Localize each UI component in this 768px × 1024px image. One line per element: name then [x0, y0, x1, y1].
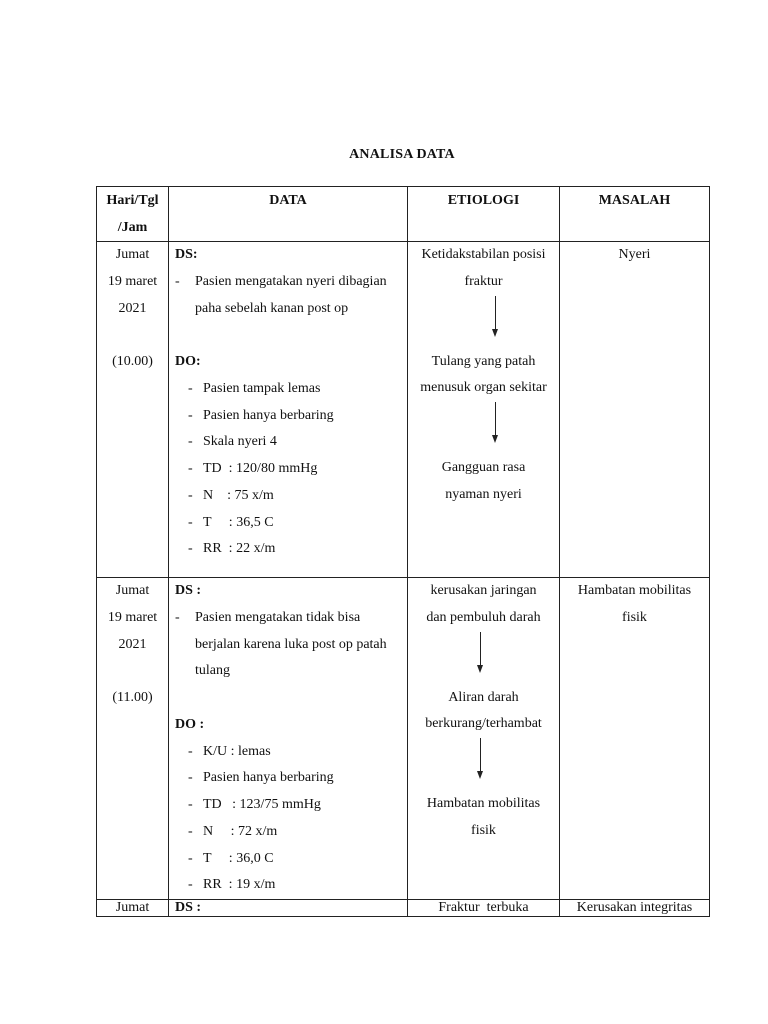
- etiologi-step: Aliran darah: [448, 689, 519, 705]
- masalah-text: Kerusakan integritas: [576, 900, 693, 915]
- header-day-date-line2: /Jam: [117, 220, 148, 235]
- header-masalah: MASALAH: [560, 187, 710, 242]
- data-cell: [169, 900, 408, 917]
- masalah-cell: [560, 578, 710, 900]
- day-text: Jumat: [115, 900, 150, 915]
- day-text: Jumat: [115, 247, 150, 262]
- do-item: - K/U : lemas: [188, 743, 271, 759]
- day-text: Jumat: [115, 583, 150, 598]
- ds-label: DS:: [175, 247, 198, 262]
- masalah-text: Hambatan mobilitas: [577, 583, 692, 598]
- do-item: - TD : 123/75 mmHg: [188, 797, 321, 812]
- masalah-text: Nyeri: [618, 247, 651, 262]
- day-date-cell: [97, 242, 169, 578]
- header-day-date-time: [97, 187, 169, 242]
- table-row: [97, 900, 710, 917]
- page-title: ANALISA DATA: [349, 147, 455, 162]
- masalah-cell: [560, 242, 710, 578]
- data-cell: [169, 578, 408, 900]
- etiologi-step: fisik: [471, 822, 496, 838]
- date-text: 19 maret: [107, 609, 158, 625]
- do-item: - T : 36,5 C: [188, 514, 274, 530]
- data-cell: [169, 242, 408, 578]
- etiologi-cell: [408, 578, 560, 900]
- header-data: DATA: [169, 187, 408, 242]
- etiologi-step: Gangguan rasa: [441, 460, 526, 475]
- time-text: (10.00): [112, 354, 153, 369]
- ds-label: DS :: [175, 900, 202, 915]
- masalah-cell: [560, 900, 710, 917]
- date-text: 19 maret: [107, 273, 158, 289]
- ds-item-continued: paha sebelah kanan post op: [195, 300, 349, 316]
- table-row: [97, 242, 710, 578]
- etiologi-step: kerusakan jaringan: [430, 583, 537, 598]
- down-arrow-icon: [408, 402, 559, 455]
- do-item: - RR : 19 x/m: [188, 877, 276, 893]
- masalah-text: fisik: [622, 609, 647, 625]
- analysis-table: [96, 186, 710, 917]
- header-day-date-line1: Hari/Tgl: [106, 193, 159, 208]
- do-item: - Skala nyeri 4: [188, 434, 277, 450]
- do-item: - TD : 120/80 mmHg: [188, 461, 318, 476]
- ds-item-continued: tulang: [195, 663, 230, 679]
- do-item: - Pasien tampak lemas: [188, 380, 321, 396]
- do-label: DO:: [175, 354, 201, 369]
- ds-item: - Pasien mengatakan tidak bisa: [175, 609, 361, 625]
- do-item: - Pasien hanya berbaring: [188, 770, 334, 786]
- etiologi-step: Hambatan mobilitas: [426, 796, 541, 811]
- etiologi-step: dan pembuluh darah: [426, 609, 541, 625]
- do-item: - Pasien hanya berbaring: [188, 407, 334, 423]
- down-arrow-icon: [408, 738, 559, 791]
- year-text: 2021: [118, 300, 147, 316]
- do-label: DO :: [175, 716, 205, 732]
- table-header-row: [97, 187, 710, 242]
- time-text: (11.00): [112, 690, 153, 705]
- etiologi-step: menusuk organ sekitar: [420, 380, 547, 396]
- day-date-cell: [97, 578, 169, 900]
- etiologi-cell: [408, 900, 560, 917]
- etiologi-step: fraktur: [464, 273, 503, 289]
- etiologi-step: Ketidakstabilan posisi: [421, 247, 546, 262]
- day-date-cell: [97, 900, 169, 917]
- table-row: [97, 578, 710, 900]
- ds-item-continued: berjalan karena luka post op patah: [195, 636, 387, 652]
- do-item: - T : 36,0 C: [188, 850, 274, 866]
- etiologi-step: Fraktur terbuka: [438, 900, 529, 915]
- ds-item: - Pasien mengatakan nyeri dibagian: [175, 273, 387, 289]
- down-arrow-icon: [408, 632, 559, 685]
- etiologi-cell: [408, 242, 560, 578]
- etiologi-step: nyaman nyeri: [445, 486, 522, 502]
- do-item: - RR : 22 x/m: [188, 541, 276, 557]
- year-text: 2021: [118, 636, 147, 652]
- etiologi-step: berkurang/terhambat: [425, 716, 542, 732]
- header-etiologi: ETIOLOGI: [408, 187, 560, 242]
- down-arrow-icon: [408, 296, 559, 349]
- ds-label: DS :: [175, 583, 202, 598]
- etiologi-step: Tulang yang patah: [431, 353, 536, 369]
- do-item: - N : 75 x/m: [188, 487, 274, 503]
- do-item: - N : 72 x/m: [188, 823, 278, 839]
